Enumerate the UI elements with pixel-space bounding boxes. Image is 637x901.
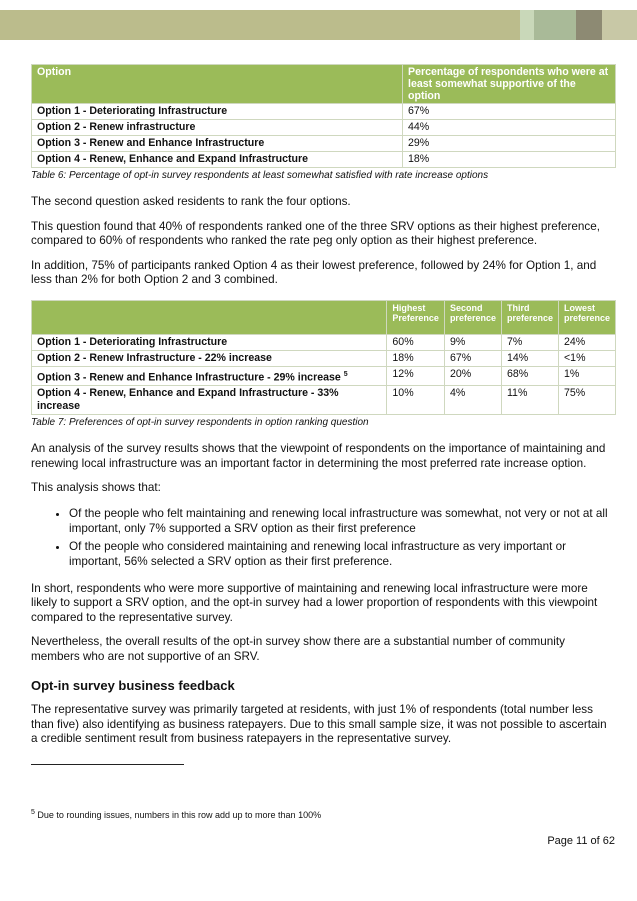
option-cell: Option 3 - Renew and Enhance Infrastructure (32, 136, 403, 152)
table-support-percentages (31, 64, 616, 168)
table-caption: Table 6: Percentage of opt-in survey respondents at least somewhat satisfied with rate increase options (31, 170, 489, 181)
value-cell: 7% (501, 334, 558, 350)
banner-block (520, 10, 534, 40)
footnote-text: Due to rounding issues, numbers in this row add up to more than 100% (37, 810, 322, 820)
footnote-marker: 5 (31, 809, 35, 816)
option-cell: Option 4 - Renew, Enhance and Expand Infrastructure - 33% increase (32, 386, 387, 415)
value-cell: 75% (558, 386, 615, 415)
table-ranking-preferences (31, 300, 616, 416)
table-header-cell: Option (32, 65, 403, 104)
paragraph: This analysis shows that: (31, 481, 161, 495)
table-row (32, 350, 616, 366)
value-cell: 29% (403, 136, 616, 152)
paragraph: In addition, 75% of participants ranked Option 4 as their lowest preference, followed by 24% for Option 1, and less than 2% for both Option 2 and 3 combined. (31, 258, 597, 286)
value-cell: 67% (403, 104, 616, 120)
table-header-cell: Second preference (444, 300, 501, 334)
paragraph: An analysis of the survey results shows that the viewpoint of respondents on the importance of maintaining and renewing local infrastructure was an important factor in determining the most preferred rate increase option. (31, 442, 606, 470)
value-cell: 24% (558, 334, 615, 350)
footnote-divider (31, 764, 184, 765)
footnote-ref: 5 (343, 370, 348, 378)
table-header-cell: Lowest preference (558, 300, 615, 334)
table-row (32, 334, 616, 350)
option-cell: Option 1 - Deteriorating Infrastructure (32, 334, 387, 350)
paragraph: In short, respondents who were more supportive of maintaining and renewing local infrastructure were more likely to support a SRV option, and the opt-in survey had a lower proportion of respondents with this viewpoint compared to the representative survey. (31, 581, 598, 624)
option-label: Option 3 - Renew and Enhance Infrastructure - 29% increase (37, 371, 341, 384)
table-header-row (32, 300, 616, 334)
value-cell: <1% (558, 350, 615, 366)
option-cell (32, 366, 387, 386)
banner-block (602, 10, 637, 40)
table-row (32, 104, 616, 120)
value-cell: 14% (501, 350, 558, 366)
banner-band (0, 10, 520, 40)
paragraph: The second question asked residents to rank the four options. (31, 195, 351, 208)
table-row (32, 120, 616, 136)
option-cell: Option 4 - Renew, Enhance and Expand Infrastructure (32, 152, 403, 168)
footnote (31, 809, 321, 820)
table-row (32, 136, 616, 152)
value-cell: 10% (387, 386, 445, 415)
value-cell: 18% (403, 152, 616, 168)
paragraph: The representative survey was primarily targeted at residents, with just 1% of respondents (total number less than five) also identifying as business ratepayers. Due to this small sample size, it was not possible to ascertain a credible sentiment result from business ratepayers in the representative survey. (31, 703, 607, 746)
option-cell: Option 2 - Renew infrastructure (32, 120, 403, 136)
page-number: Page 11 of 62 (547, 835, 615, 847)
section-heading: Opt-in survey business feedback (31, 678, 235, 694)
bullet-list (31, 506, 616, 570)
banner-block (534, 10, 576, 40)
table-header-row (32, 65, 616, 104)
paragraph: Nevertheless, the overall results of the opt-in survey show there are a substantial number of community members who are not supportive of an SRV. (31, 635, 565, 663)
value-cell: 44% (403, 120, 616, 136)
table-header-cell: Highest Preference (387, 300, 445, 334)
value-cell: 12% (387, 366, 445, 386)
table-row (32, 386, 616, 415)
table-row (32, 366, 616, 386)
value-cell: 20% (444, 366, 501, 386)
page-content (31, 64, 616, 757)
table-header-cell: Percentage of respondents who were at least somewhat supportive of the option (403, 65, 616, 104)
list-item: • Of the people who felt maintaining and renewing local infrastructure was somewhat, not very or not at all important, only 7% supported a SRV option as their first preference (69, 506, 616, 537)
banner-block (576, 10, 602, 40)
table-header-cell (32, 300, 387, 334)
value-cell: 18% (387, 350, 445, 366)
value-cell: 9% (444, 334, 501, 350)
option-cell: Option 2 - Renew Infrastructure - 22% increase (32, 350, 387, 366)
value-cell: 67% (444, 350, 501, 366)
table-caption: Table 7: Preferences of opt-in survey respondents in option ranking question (31, 417, 369, 429)
value-cell: 60% (387, 334, 445, 350)
paragraph: This question found that 40% of respondents ranked one of the three SRV options as their highest preference, compared to 60% of respondents who ranked the rate peg only option as their highest preference. (31, 219, 600, 247)
value-cell: 68% (501, 366, 558, 386)
table-header-cell: Third preference (501, 300, 558, 334)
table-row (32, 152, 616, 168)
header-banner (0, 10, 637, 40)
value-cell: 1% (558, 366, 615, 386)
value-cell: 4% (444, 386, 501, 415)
option-cell: Option 1 - Deteriorating Infrastructure (32, 104, 403, 120)
list-item: • Of the people who considered maintaining and renewing local infrastructure as very important or important, 56% selected a SRV option as their first preference. (69, 539, 616, 570)
value-cell: 11% (501, 386, 558, 415)
